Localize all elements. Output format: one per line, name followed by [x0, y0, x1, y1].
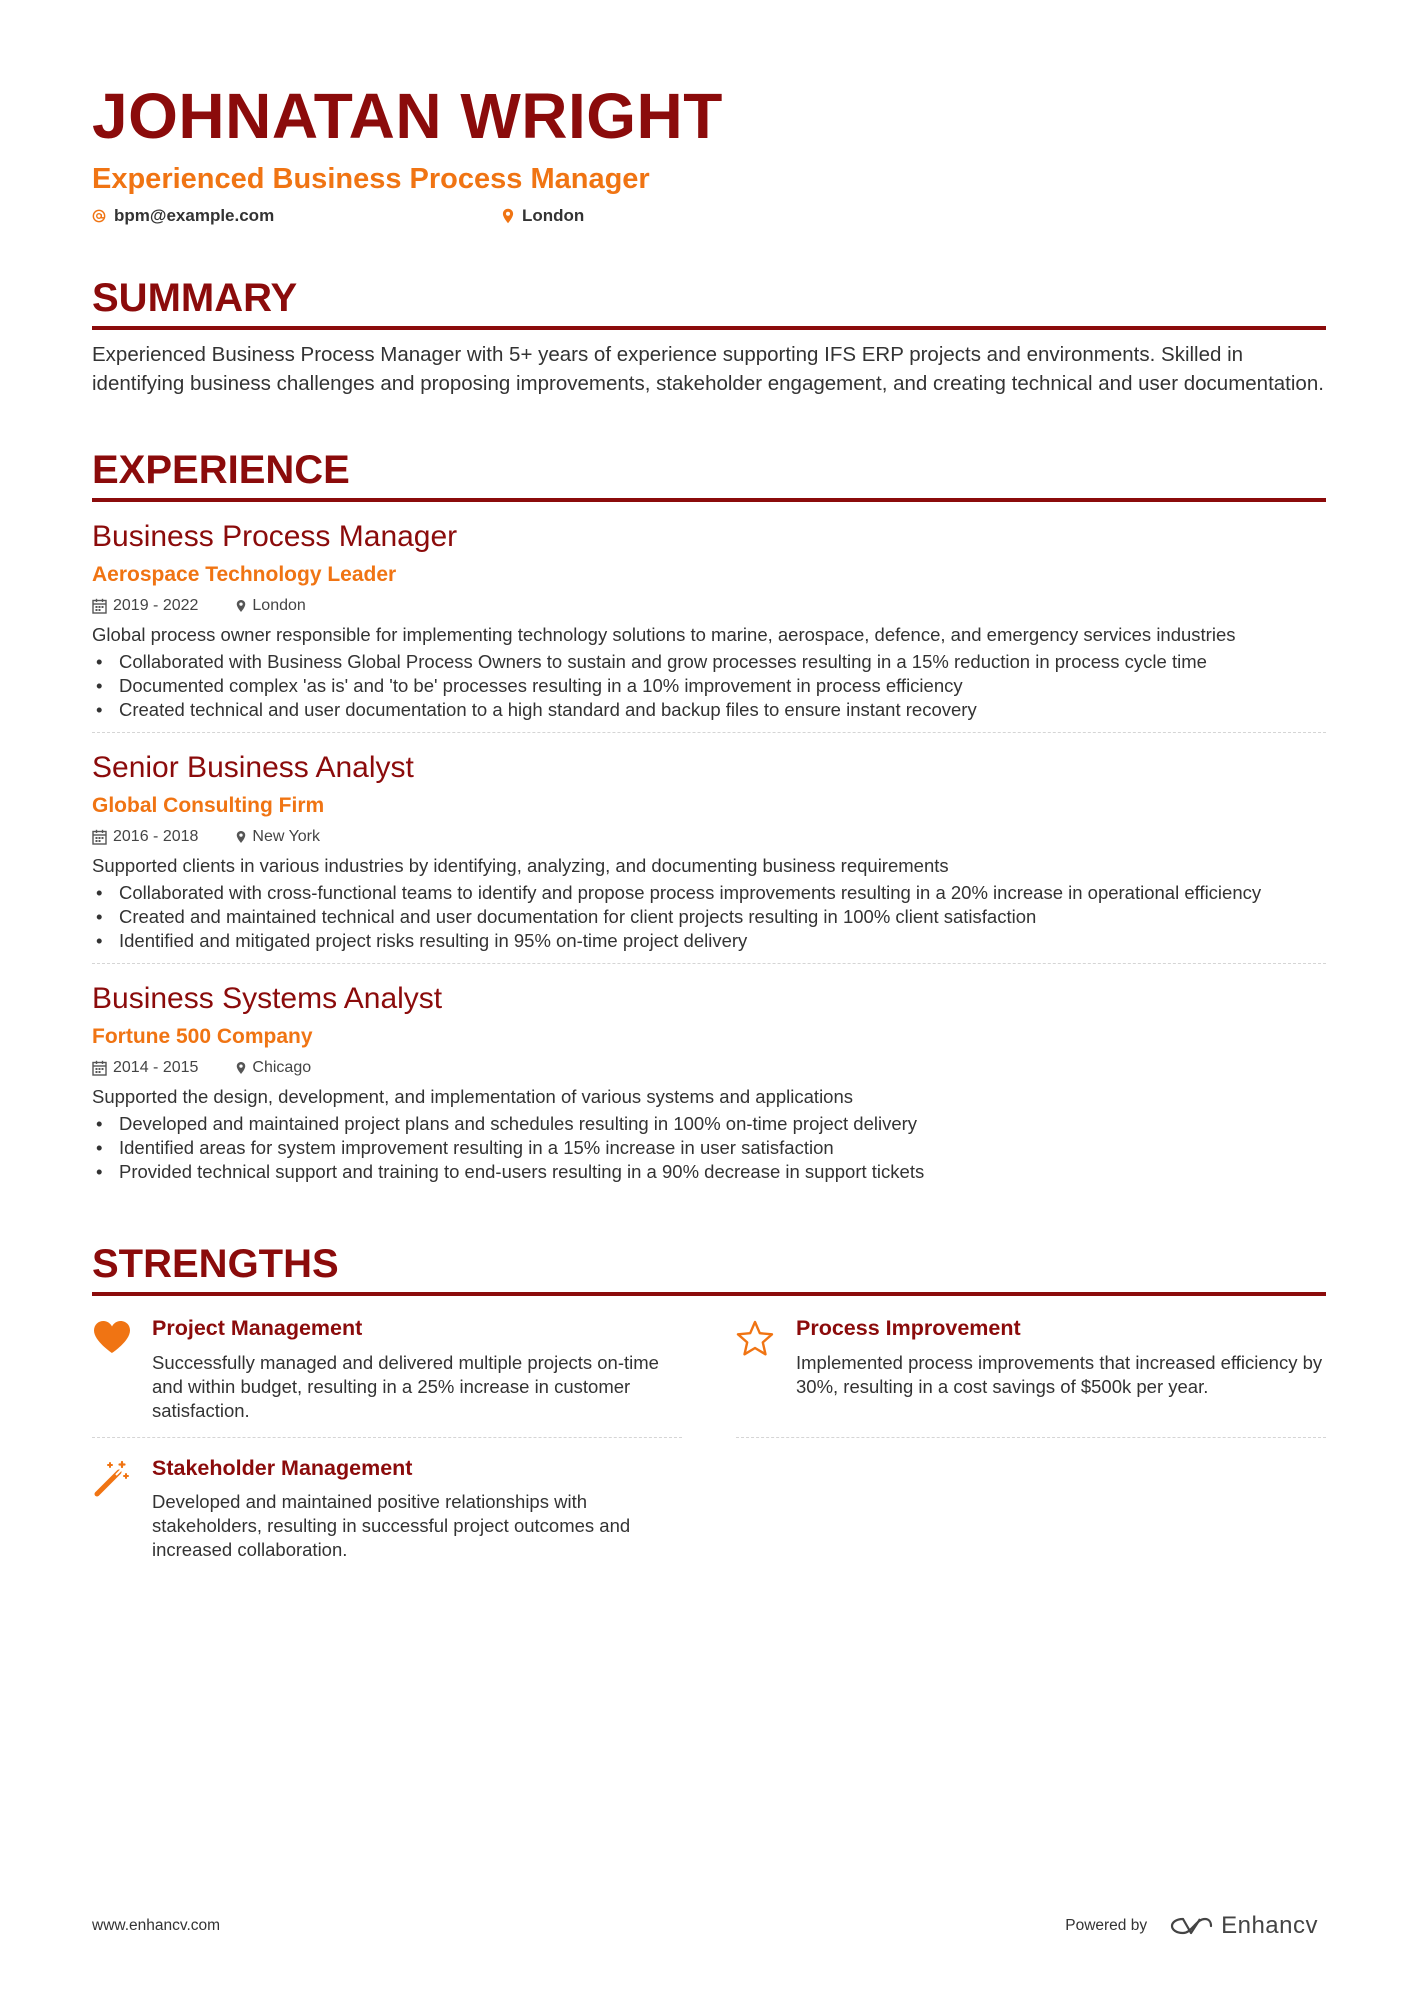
strengths-section	[92, 1241, 1326, 1589]
brand-name: Enhancv	[1221, 1912, 1318, 1939]
contact-row	[92, 206, 1326, 226]
job-bullet: • Created technical and user documentation to a high standard and backup files to ensure instant recovery	[92, 698, 1326, 722]
magic-wand-icon	[92, 1456, 152, 1563]
job-bullets	[92, 650, 1326, 722]
strength-item	[92, 1310, 682, 1438]
summary-section	[92, 275, 1326, 398]
email-text[interactable]: bpm@example.com	[114, 205, 275, 225]
job-bullet: • Collaborated with cross-functional teams to identify and propose process improvements resulting in a 20% increase in operational efficiency	[92, 881, 1326, 905]
strength-item	[736, 1310, 1326, 1438]
company-name: Aerospace Technology Leader	[92, 562, 397, 586]
job-location: London	[252, 596, 306, 614]
strength-description: Developed and maintained positive relationships with stakeholders, resulting in successful project outcomes and increased collaboration.	[152, 1491, 631, 1561]
job-bullet: • Collaborated with Business Global Process Owners to sustain and grow processes resulting in a 15% reduction in process cycle time	[92, 650, 1326, 674]
experience-heading: EXPERIENCE	[92, 450, 1326, 502]
strength-description: Implemented process improvements that increased efficiency by 30%, resulting in a cost savings of $500k per year.	[796, 1351, 1323, 1397]
job-entry	[92, 502, 1326, 733]
strength-name: Stakeholder Management	[152, 1455, 413, 1480]
job-entry	[92, 733, 1326, 964]
candidate-name: JOHNATAN WRIGHT	[92, 80, 723, 152]
calendar-icon	[92, 1060, 107, 1076]
enhancv-logo-icon	[1169, 1915, 1213, 1937]
job-description: Global process owner responsible for implementing technology solutions to marine, aerospace, defence, and emergency services industries	[92, 623, 1236, 645]
calendar-icon	[92, 598, 107, 614]
location-pin-icon	[236, 599, 246, 613]
location-pin-icon	[236, 1061, 246, 1075]
strength-description: Successfully managed and delivered multiple projects on-time and within budget, resulting in a 25% increase in customer satisfaction.	[152, 1351, 659, 1421]
enhancv-logo[interactable]	[1169, 1912, 1318, 1940]
job-meta	[92, 597, 1326, 615]
job-title: Business Process Manager	[92, 519, 458, 553]
job-bullet: • Documented complex 'as is' and 'to be' processes resulting in a 10% improvement in process efficiency	[92, 674, 1326, 698]
company-name: Global Consulting Firm	[92, 793, 325, 817]
job-description: Supported clients in various industries by identifying, analyzing, and documenting business requirements	[92, 854, 949, 876]
star-icon	[736, 1316, 796, 1423]
job-bullet: • Identified areas for system improvement resulting in a 15% increase in user satisfaction	[92, 1136, 1326, 1160]
calendar-icon	[92, 829, 107, 845]
job-bullet: • Provided technical support and training to end-users resulting in a 90% decrease in support tickets	[92, 1160, 1326, 1184]
at-icon	[92, 209, 106, 223]
job-location: New York	[252, 827, 320, 845]
company-name: Fortune 500 Company	[92, 1024, 313, 1048]
strengths-grid	[92, 1310, 1326, 1589]
strength-name: Project Management	[152, 1315, 363, 1340]
contact-location	[502, 206, 584, 226]
job-title: Senior Business Analyst	[92, 750, 414, 784]
strength-item	[92, 1450, 682, 1577]
job-entry	[92, 964, 1326, 1194]
job-bullets	[92, 1112, 1326, 1184]
job-dates: 2014 - 2015	[113, 1058, 199, 1076]
page-footer	[92, 1912, 1318, 1940]
job-title: Business Systems Analyst	[92, 981, 443, 1015]
job-bullets	[92, 881, 1326, 953]
job-dates: 2019 - 2022	[113, 596, 199, 614]
powered-by	[1065, 1912, 1318, 1940]
job-dates: 2016 - 2018	[113, 827, 199, 845]
strengths-heading: STRENGTHS	[92, 1244, 1326, 1296]
location-text: London	[522, 205, 585, 225]
footer-website[interactable]: www.enhancv.com	[92, 1917, 221, 1934]
strength-name: Process Improvement	[796, 1315, 1021, 1340]
location-pin-icon	[236, 830, 246, 844]
candidate-title: Experienced Business Process Manager	[92, 163, 650, 195]
summary-text: Experienced Business Process Manager with 5+ years of experience supporting IFS ERP projects and environments. Skilled in identifying business challenges and proposing improvements, stakeholder engagement, and creating technical and user documentation.	[92, 342, 1324, 395]
resume-page	[92, 72, 1326, 1588]
summary-heading: SUMMARY	[92, 278, 1326, 330]
job-meta	[92, 1059, 1326, 1077]
powered-by-label: Powered by	[1065, 1917, 1148, 1934]
contact-email[interactable]	[92, 206, 502, 226]
location-pin-icon	[502, 208, 514, 224]
experience-section	[92, 447, 1326, 1194]
job-bullet: • Developed and maintained project plans and schedules resulting in 100% on-time project delivery	[92, 1112, 1326, 1136]
job-bullet: • Created and maintained technical and user documentation for client projects resulting in 100% client satisfaction	[92, 905, 1326, 929]
heart-icon	[92, 1316, 152, 1423]
job-location: Chicago	[252, 1058, 312, 1076]
job-description: Supported the design, development, and implementation of various systems and applications	[92, 1085, 854, 1107]
job-bullet: • Identified and mitigated project risks resulting in 95% on-time project delivery	[92, 929, 1326, 953]
job-meta	[92, 828, 1326, 846]
